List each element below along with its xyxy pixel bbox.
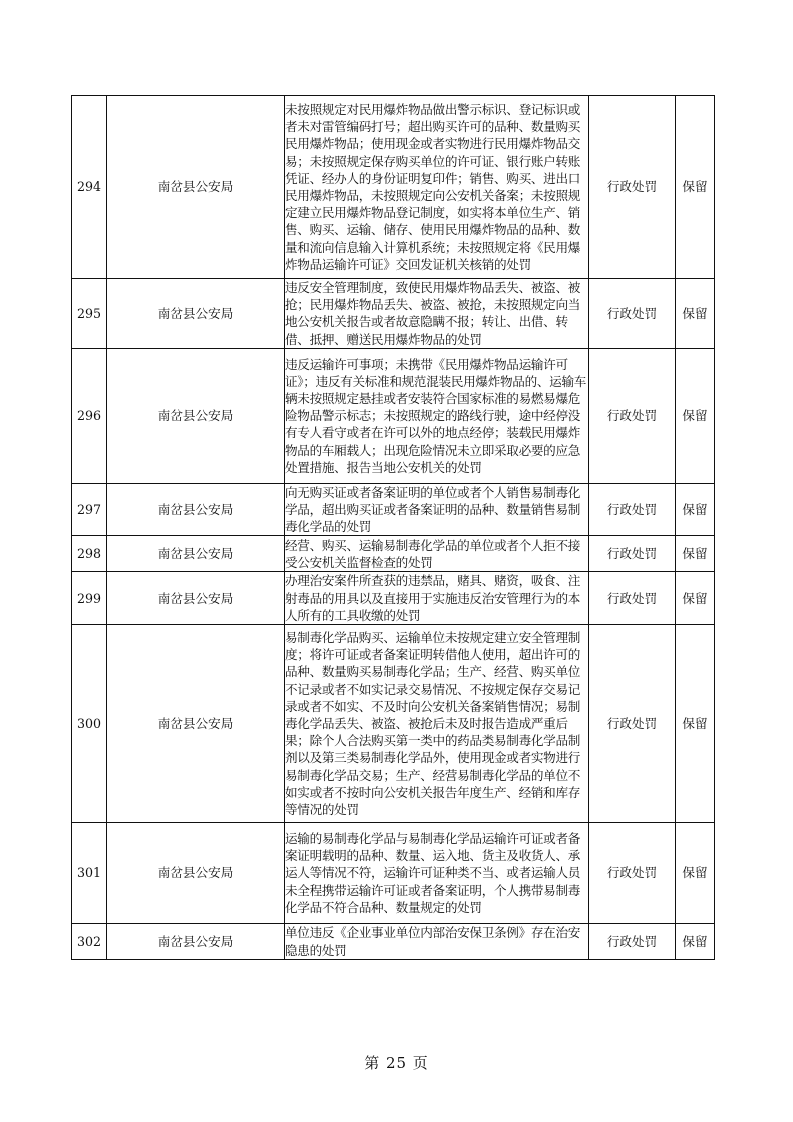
power-item-description: 未按照规定对民用爆炸物品做出警示标识、登记标识或者未对雷管编码打号；超出购买许可的品种、数量购买民用爆炸物品；使用现金或者实物进行民用爆炸物品交易；未按照规定保存购买单位的许可证、银行账户转账凭证、经办人的身份证明复印件；销售、购买、进出口民用爆炸物品，未按照规定向公安机关备案；未按照规定建立民用爆炸物品登记制度，如实将本单位生产、销售、购买、运输、储存、使用民用爆炸物品的品种、数量和流向信息输入计算机系统；未按照规定将《民用爆炸物品运输许可证》交回发证机关核销的处罚 xyxy=(285,96,589,279)
disposition-status: 保留 xyxy=(676,279,715,349)
disposition-status: 保留 xyxy=(676,536,715,572)
power-type: 行政处罚 xyxy=(589,625,676,823)
power-item-description: 向无购买证或者备案证明的单位或者个人销售易制毒化学品，超出购买证或者备案证明的品种、数量销售易制毒化学品的处罚 xyxy=(285,483,589,536)
power-item-description: 经营、购买、运输易制毒化学品的单位或者个人拒不接受公安机关监督检查的处罚 xyxy=(285,536,589,572)
implementing-department: 南岔县公安局 xyxy=(107,823,285,924)
disposition-status: 保留 xyxy=(676,483,715,536)
power-type: 行政处罚 xyxy=(589,96,676,279)
table-row xyxy=(72,96,715,279)
disposition-status: 保留 xyxy=(676,572,715,625)
power-type: 行政处罚 xyxy=(589,279,676,349)
power-type: 行政处罚 xyxy=(589,924,676,960)
row-number: 302 xyxy=(72,924,107,960)
power-item-description: 办理治安案件所查获的违禁品，赌具、赌资，吸食、注射毒品的用具以及直接用于实施违反治安管理行为的本人所有的工具收缴的处罚 xyxy=(285,572,589,625)
power-item-description: 违反运输许可事项；未携带《民用爆炸物品运输许可证》；违反有关标准和规范混装民用爆炸物品的、运输车辆未按照规定悬挂或者安装符合国家标准的易燃易爆危险物品警示标志；未按照规定的路线行驶，途中经停没有专人看守或者在许可以外的地点经停；装载民用爆炸物品的车厢载人；出现危险情况未立即采取必要的应急处置措施、报告当地公安机关的处罚 xyxy=(285,348,589,483)
power-item-description: 易制毒化学品购买、运输单位未按规定建立安全管理制度；将许可证或者备案证明转借他人使用，超出许可的品种、数量购买易制毒化学品；生产、经营、购买单位不记录或者不如实记录交易情况、不按规定保存交易记录或者不如实、不及时向公安机关备案销售情况；易制毒化学品丢失、被盗、被抢后未及时报告造成严重后果；除个人合法购买第一类中的药品类易制毒化学品制剂以及第三类易制毒化学品外，使用现金或者实物进行易制毒化学品交易；生产、经营易制毒化学品的单位不如实或者不按时向公安机关报告年度生产、经销和库存等情况的处罚 xyxy=(285,625,589,823)
disposition-status: 保留 xyxy=(676,823,715,924)
implementing-department: 南岔县公安局 xyxy=(107,348,285,483)
table-row xyxy=(72,572,715,625)
table-row xyxy=(72,536,715,572)
table-row xyxy=(72,348,715,483)
table-row xyxy=(72,823,715,924)
table-row xyxy=(72,625,715,823)
disposition-status: 保留 xyxy=(676,348,715,483)
implementing-department: 南岔县公安局 xyxy=(107,483,285,536)
row-number: 300 xyxy=(72,625,107,823)
row-number: 296 xyxy=(72,348,107,483)
power-item-description: 运输的易制毒化学品与易制毒化学品运输许可证或者备案证明载明的品种、数量、运入地、货主及收货人、承运人等情况不符，运输许可证种类不当、或者运输人员未全程携带运输许可证或者备案证明，个人携带易制毒化学品不符合品种、数量规定的处罚 xyxy=(285,823,589,924)
table-row xyxy=(72,279,715,349)
disposition-status: 保留 xyxy=(676,625,715,823)
row-number: 297 xyxy=(72,483,107,536)
row-number: 298 xyxy=(72,536,107,572)
power-list-table xyxy=(71,95,715,960)
disposition-status: 保留 xyxy=(676,96,715,279)
implementing-department: 南岔县公安局 xyxy=(107,625,285,823)
power-type: 行政处罚 xyxy=(589,483,676,536)
implementing-department: 南岔县公安局 xyxy=(107,96,285,279)
implementing-department: 南岔县公安局 xyxy=(107,279,285,349)
page-number: 第 25 页 xyxy=(364,1054,429,1072)
row-number: 299 xyxy=(72,572,107,625)
power-type: 行政处罚 xyxy=(589,348,676,483)
implementing-department: 南岔县公安局 xyxy=(107,572,285,625)
power-type: 行政处罚 xyxy=(589,536,676,572)
power-type: 行政处罚 xyxy=(589,823,676,924)
row-number: 294 xyxy=(72,96,107,279)
power-item-description: 违反安全管理制度，致使民用爆炸物品丢失、被盗、被抢；民用爆炸物品丢失、被盗、被抢，未按照规定向当地公安机关报告或者故意隐瞒不报；转让、出借、转借、抵押、赠送民用爆炸物品的处罚 xyxy=(285,279,589,349)
disposition-status: 保留 xyxy=(676,924,715,960)
implementing-department: 南岔县公安局 xyxy=(107,536,285,572)
table-row xyxy=(72,924,715,960)
power-item-description: 单位违反《企业事业单位内部治安保卫条例》存在治安隐患的处罚 xyxy=(285,924,589,960)
power-type: 行政处罚 xyxy=(589,572,676,625)
implementing-department: 南岔县公安局 xyxy=(107,924,285,960)
row-number: 301 xyxy=(72,823,107,924)
table-row xyxy=(72,483,715,536)
row-number: 295 xyxy=(72,279,107,349)
